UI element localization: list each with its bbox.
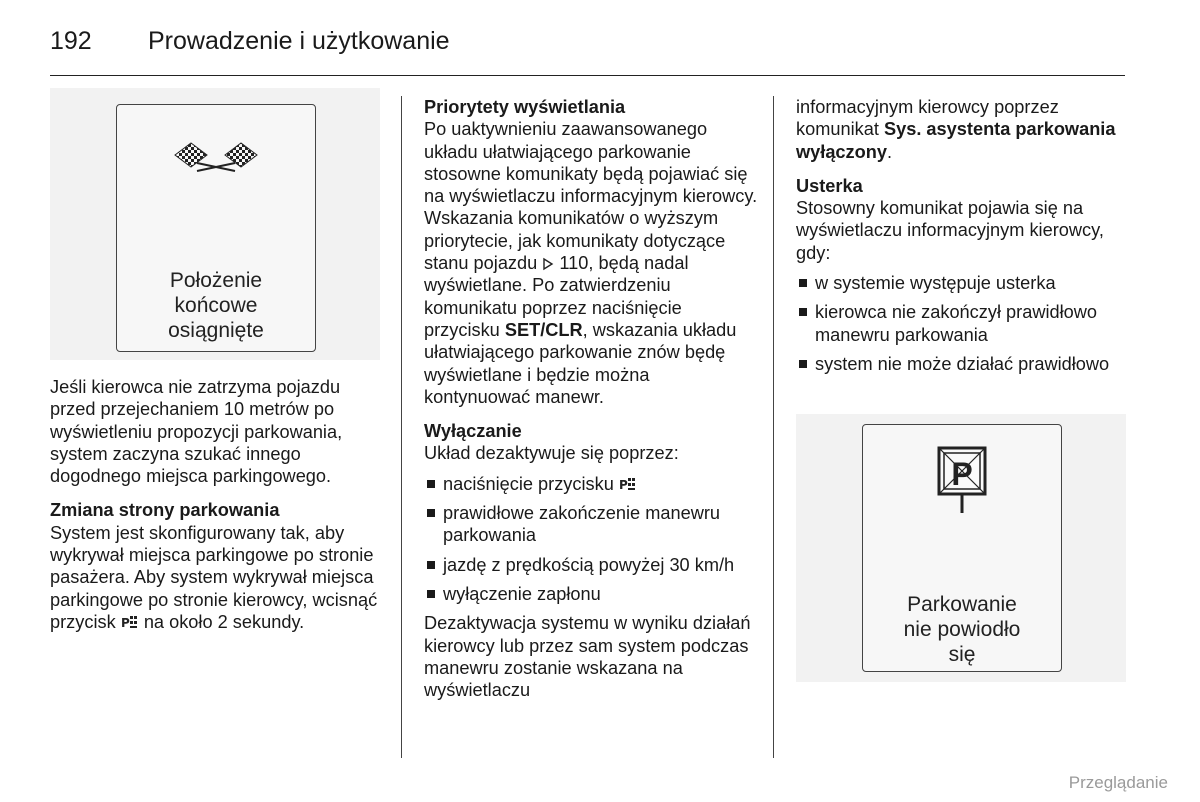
parking-sign-letter: P — [951, 456, 973, 492]
paragraph: Stosowny komunikat pojawia się na wyświetlaczu informacyjnym kierowcy, gdy: — [796, 198, 1104, 263]
paragraph: Jeśli kierowca nie zatrzyma pojazdu przed przejechaniem 10 metrów po wyświetleniu propozycji parkowania, system zaczyna szukać innego dogodnego miejsca parkingowego. — [50, 377, 343, 487]
column-divider-1 — [401, 96, 402, 758]
list-item: jazdę z prędkością powyżej 30 km/h — [424, 554, 759, 576]
column-3 — [796, 96, 1131, 382]
list-item: kierowca nie zakończył prawidłowo manewru parkowania — [796, 301, 1131, 346]
column-divider-2 — [773, 96, 774, 758]
cross-reference-arrow-icon — [542, 257, 554, 271]
list-item: wyłączenie zapłonu — [424, 583, 759, 605]
bullet-list — [796, 272, 1131, 375]
paragraph: Po uaktywnieniu zaawansowanego układu ułatwiającego parkowanie stosowne komunikaty będą pojawiać się na wyświetlaczu informacyjnym kierowcy. Wskazania komunikatów o wyższym priorytecie, jak komunikaty dotyczące stanu pojazdu 110, będą nadal wyświetlane. Po zatwierdzeniu komunikatu poprzez naciśnięcie przycisku SET/CLR, wskazania układu ułatwiającego parkowanie znów będę wyświetlane i będzie można kontynuować manewr. — [424, 119, 758, 407]
checkered-flags-icon — [167, 135, 265, 175]
column-1 — [50, 376, 385, 633]
svg-text:P: P — [120, 615, 130, 630]
list-item: naciśnięcie przycisku P — [424, 473, 759, 495]
column-2 — [424, 96, 759, 701]
paragraph: Dezaktywacja systemu w wyniku działań kierowcy lub przez sam system podczas manewru zostanie wskazana na wyświetlaczu — [424, 613, 751, 701]
display-parking-failed — [862, 424, 1062, 672]
bullet-list — [424, 473, 759, 605]
section-heading: Zmiana strony parkowania — [50, 500, 280, 521]
section-heading: Wyłączanie — [424, 421, 522, 442]
list-item: prawidłowe zakończenie manewru parkowania — [424, 502, 759, 547]
browse-link[interactable]: Przeglądanie — [1068, 773, 1168, 792]
page-number: 192 — [50, 27, 92, 55]
paragraph: informacyjnym kierowcy poprzez komunikat Sys. asystenta parkowania wyłączony. — [796, 97, 1116, 162]
display-line-1: Położenie — [169, 269, 263, 292]
list-item: system nie może działać prawidłowo — [796, 353, 1131, 375]
section-heading: Usterka — [796, 175, 863, 196]
display-end-position — [116, 104, 316, 352]
section-heading: Priorytety wyświetlania — [424, 97, 626, 117]
display-line-3: się — [948, 643, 976, 666]
list-item: w systemie występuje usterka — [796, 272, 1131, 294]
page-title: Prowadzenie i użytkowanie — [148, 27, 450, 55]
parking-failed-icon — [935, 445, 991, 515]
header-divider — [50, 75, 1125, 76]
display-line-2: nie powiodło — [903, 618, 1021, 641]
svg-text:P: P — [618, 477, 628, 492]
parking-assist-button-icon — [121, 614, 139, 630]
parking-assist-button-icon — [619, 476, 637, 492]
display-line-2: końcowe — [174, 294, 258, 317]
paragraph: Układ dezaktywuje się poprzez: — [424, 443, 679, 464]
paragraph: System jest skonfigurowany tak, aby wykrywał miejsca parkingowe po stronie pasażera. Aby system wykrywał miejsca parkingowe po stronie kierowcy, wcisnąć przycisk P na około 2 sekundy. — [50, 522, 378, 632]
display-line-1: Parkowanie — [907, 593, 1017, 616]
display-line-3: osiągnięte — [168, 319, 264, 342]
